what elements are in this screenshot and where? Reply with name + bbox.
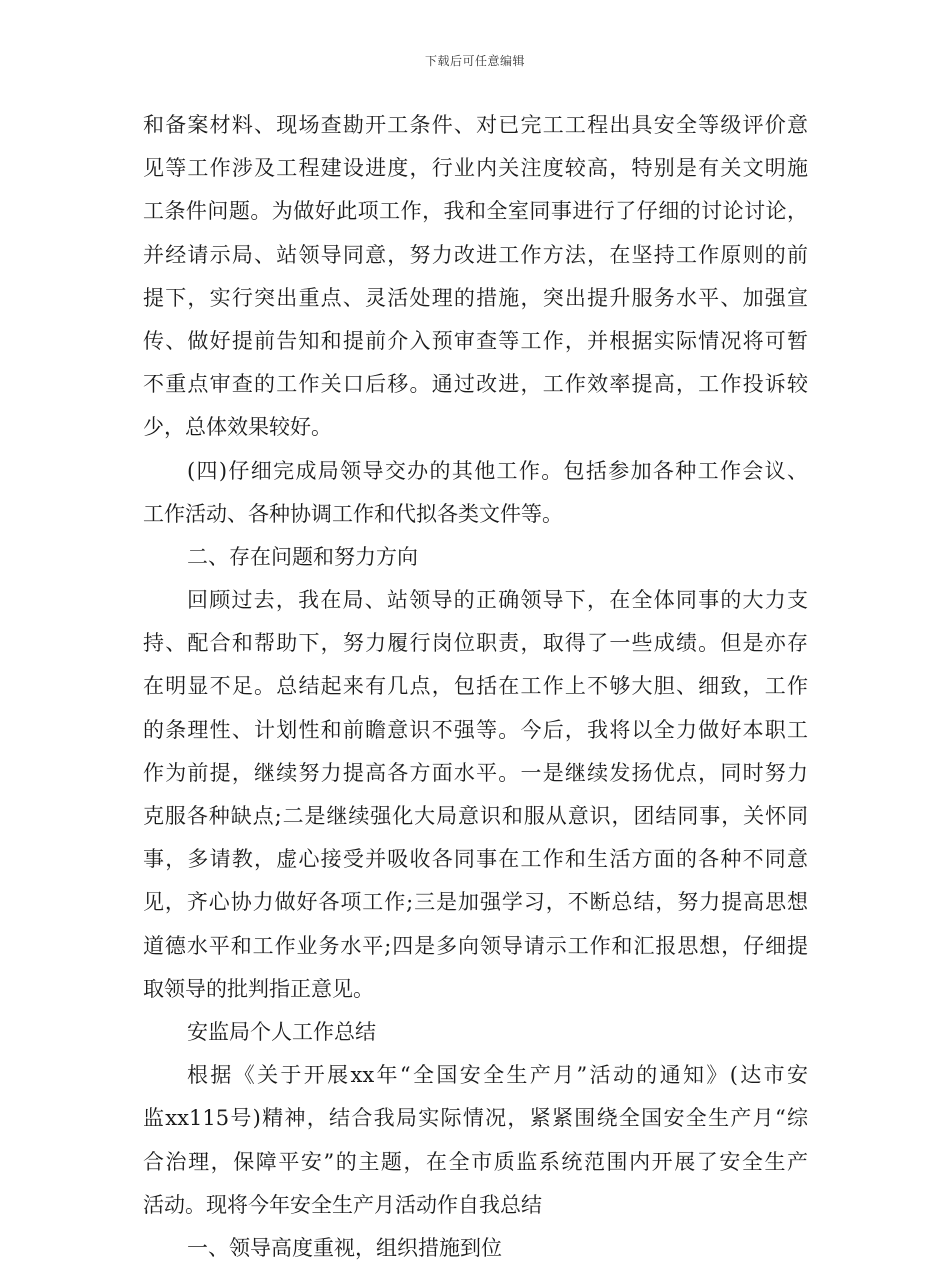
text-line: 克服各种缺点;二是继续强化大局意识和服从意识，团结同事，关怀同 — [143, 804, 808, 828]
document-body — [143, 104, 808, 1270]
title-line: 安监局个人工作总结 — [187, 1019, 376, 1044]
text-line: 合治理，保障平安”的主题，在全市质监系统范围内开展了安全生产 — [143, 1149, 808, 1174]
text-line: 监xx115号)精神，结合我局实际情况，紧紧围绕全国安全生产月“综 — [143, 1106, 808, 1131]
text-line: 的条理性、计划性和前瞻意识不强等。今后，我将以全力做好本职工 — [143, 717, 808, 742]
text-line: (四)仔细完成局领导交办的其他工作。包括参加各种工作会议、 — [187, 458, 808, 483]
section-heading-leadership — [143, 1227, 808, 1270]
document-title — [143, 1011, 808, 1054]
text-line: 工条件问题。为做好此项工作，我和全室同事进行了仔细的讨论讨论， — [143, 199, 808, 224]
text-line: 在明显不足。总结起来有几点，包括在工作上不够大胆、细致，工作 — [143, 674, 808, 699]
text-line: 见等工作涉及工程建设进度，行业内关注度较高，特别是有关文明施 — [143, 156, 808, 181]
text-line: 少，总体效果较好。 — [143, 415, 332, 440]
text-line: 作为前提，继续努力提高各方面水平。一是继续发扬优点，同时努力 — [143, 760, 808, 785]
paragraph-continuation — [143, 104, 808, 450]
text-line: 提下，实行突出重点、灵活处理的措施，突出提升服务水平、加强宣 — [143, 285, 808, 310]
text-line: 道德水平和工作业务水平;四是多向领导请示工作和汇报思想，仔细提 — [143, 933, 808, 958]
text-line: 事，多请教，虚心接受并吸收各同事在工作和生活方面的各种不同意 — [143, 847, 808, 872]
text-line: 并经请示局、站领导同意，努力改进工作方法，在坚持工作原则的前 — [143, 242, 808, 267]
text-line: 见，齐心协力做好各项工作;三是加强学习，不断总结，努力提高思想 — [143, 890, 808, 915]
text-line: 持、配合和帮助下，努力履行岗位职责，取得了一些成绩。但是亦存 — [143, 631, 808, 656]
text-line: 活动。现将今年安全生产月活动作自我总结 — [143, 1192, 542, 1217]
text-line: 不重点审查的工作关口后移。通过改进，工作效率提高，工作投诉较 — [143, 372, 808, 397]
text-line: 和备案材料、现场查勘开工条件、对已完工工程出具安全等级评价意 — [143, 113, 808, 137]
text-line: 传、做好提前告知和提前介入预审查等工作，并根据实际情况将可暂 — [143, 328, 808, 353]
page-header: 下载后可任意编辑 — [424, 54, 525, 68]
heading-line: 二、存在问题和努力方向 — [187, 544, 418, 569]
paragraph-item-four — [143, 450, 808, 536]
text-line: 根据《关于开展xx年“全国安全生产月”活动的通知》(达市安 — [187, 1063, 808, 1088]
paragraph-basis — [143, 1054, 808, 1227]
heading-line: 一、领导高度重视，组织措施到位 — [187, 1235, 502, 1260]
text-line: 取领导的批判指正意见。 — [143, 976, 374, 1001]
text-line: 工作活动、各种协调工作和代拟各类文件等。 — [143, 501, 563, 526]
text-line: 回顾过去，我在局、站领导的正确领导下，在全体同事的大力支 — [187, 588, 808, 613]
section-heading-problems — [143, 536, 808, 579]
paragraph-review — [143, 579, 808, 1011]
